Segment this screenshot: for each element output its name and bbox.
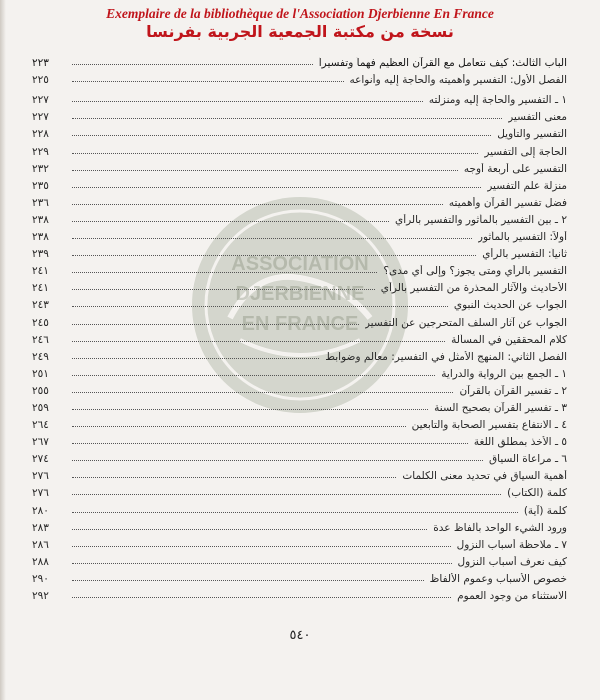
toc-entry-page: ٢٨٨ [32, 555, 49, 568]
toc-dot-leader [72, 170, 458, 171]
toc-dot-leader [72, 101, 423, 102]
toc-entry-title: ١ ـ التفسير والحاجة إليه ومنزلته [428, 94, 567, 107]
toc-dot-leader [72, 358, 319, 359]
toc-entry [32, 311, 567, 328]
toc-dot-leader [72, 324, 359, 325]
toc-entry-title: الفصل الثاني: المنهج الأمثل في التفسير: معالم وضوابط [325, 350, 567, 363]
toc-entry-page: ٢٥٩ [32, 401, 49, 414]
toc-entry-title: ٢ ـ بين التفسير بالمأثور والتفسير بالرأي [394, 213, 567, 226]
toc-dot-leader [72, 443, 468, 444]
toc-dot-leader [72, 204, 443, 205]
toc-entry-title: ٤ ـ الانتفاع بتفسير الصحابة والتابعين [411, 419, 567, 432]
toc-entry-page: ٢٣٩ [32, 248, 49, 261]
toc-entry-title: ثانياً: التفسير بالرأي [482, 248, 567, 261]
toc-entry-title: الأحاديث والآثار المحذرة من التفسير بالرأي [380, 282, 567, 295]
toc-entry-title: ٦ ـ مراعاة السياق [488, 453, 567, 466]
toc-dot-leader [72, 255, 476, 256]
toc-dot-leader [72, 409, 428, 410]
toc-entry-page: ٢٢٧ [32, 111, 49, 124]
toc-dot-leader [72, 306, 448, 307]
toc-entry-page: ٢٧٦ [32, 487, 49, 500]
toc-entry [32, 123, 567, 140]
toc-entry-page: ٢٥٥ [32, 384, 49, 397]
toc-entry-title: الجواب عن الحديث النبوي [453, 299, 567, 312]
toc-entry-page: ٢٦٤ [32, 419, 49, 432]
toc-entry-page: ٢٢٥ [32, 74, 49, 87]
toc-entry-title: ٢ ـ تفسير القرآن بالقرآن [459, 384, 567, 397]
toc-entry-page: ٢٤٥ [32, 316, 49, 329]
toc-dot-leader [72, 64, 313, 65]
toc-entry-page: ٢٤٦ [32, 333, 49, 346]
toc-entry-page: ٢٣٨ [32, 213, 49, 226]
toc-entry-title: كلمة (آية) [523, 504, 567, 517]
svg-text:DJERBIENNE: DJERBIENNE [235, 283, 365, 305]
toc-entry [32, 277, 567, 294]
toc-entry-page: ٢٧٦ [32, 470, 49, 483]
toc-entry [32, 517, 567, 534]
toc-entry-page: ٢٢٨ [32, 128, 49, 141]
toc-entry-page: ٢٣٢ [32, 162, 49, 175]
toc-dot-leader [72, 135, 491, 136]
toc-entry [32, 106, 567, 123]
toc-entry [32, 482, 567, 499]
toc-entry [32, 329, 567, 346]
toc-entry-title: الجواب عن آثار السلف المتحرجين عن التفسير [364, 316, 567, 329]
toc-dot-leader [72, 341, 445, 342]
toc-entry [32, 89, 567, 106]
toc-entry [32, 346, 567, 363]
toc-dot-leader [72, 529, 427, 530]
table-of-contents [32, 52, 567, 602]
toc-entry-title: فضل تفسير القرآن وأهميته [448, 196, 567, 209]
toc-dot-leader [72, 118, 502, 119]
toc-entry-title: التفسير على أربعة أوجه [463, 162, 567, 175]
toc-entry-page: ٢٤٣ [32, 299, 49, 312]
toc-entry-title: التفسير والتأويل [497, 128, 567, 141]
svg-text:ASSOCIATION: ASSOCIATION [231, 253, 369, 275]
library-header [0, 6, 600, 42]
toc-entry-title: ١ ـ الجمع بين الرواية والدراية [441, 367, 567, 380]
toc-entry-page: ٢٣٥ [32, 179, 49, 192]
toc-entry [32, 52, 567, 69]
toc-entry-title: الاستثناء من وجود العموم [457, 590, 567, 602]
toc-entry-page: ٢٨٦ [32, 538, 49, 551]
toc-entry-page: ٢٧٤ [32, 453, 49, 466]
toc-entry [32, 397, 567, 414]
toc-entry-title: ٥ ـ الأخذ بمطلق اللغة [473, 436, 567, 449]
toc-entry-page: ٢٤١ [32, 282, 49, 295]
toc-entry-page: ٢٢٧ [32, 94, 49, 107]
toc-entry-title: أهمية السياق في تحديد معنى الكلمات [402, 470, 567, 483]
svg-text:EN FRANCE: EN FRANCE [241, 313, 359, 335]
toc-entry [32, 448, 567, 465]
toc-dot-leader [72, 272, 377, 273]
toc-entry [32, 140, 567, 157]
toc-entry [32, 465, 567, 482]
toc-dot-leader [72, 512, 518, 513]
toc-entry-page: ٢٢٣ [32, 57, 49, 70]
toc-entry [32, 534, 567, 551]
toc-entry [32, 363, 567, 380]
toc-entry [32, 243, 567, 260]
toc-entry-title: خصوص الأسباب وعموم الألفاظ [429, 572, 567, 585]
toc-entry-page: ٢٨٣ [32, 521, 49, 534]
toc-entry [32, 380, 567, 397]
toc-entry-page: ٢٣٨ [32, 231, 49, 244]
toc-dot-leader [72, 426, 406, 427]
toc-entry [32, 585, 567, 602]
toc-entry-page: ٢٦٧ [32, 436, 49, 449]
toc-dot-leader [72, 187, 481, 188]
toc-entry-title: أولاً: التفسير بالمأثور [477, 231, 567, 244]
toc-entry [32, 209, 567, 226]
toc-dot-leader [72, 477, 396, 478]
toc-entry-title: كلام المحققين في المسألة [451, 333, 567, 346]
toc-entry [32, 499, 567, 516]
toc-entry-title: الفصل الأول: التفسير وأهميته والحاجة إليه وأنواعه [349, 74, 567, 87]
toc-dot-leader [72, 153, 478, 154]
toc-dot-leader [72, 563, 452, 564]
toc-entry [32, 431, 567, 448]
toc-dot-leader [72, 460, 483, 461]
toc-dot-leader [72, 81, 344, 82]
toc-entry-page: ٢٢٩ [32, 145, 49, 158]
toc-dot-leader [72, 580, 424, 581]
toc-entry-title: ورود الشيء الواحد بألفاظ عدة [433, 521, 567, 534]
toc-entry-page: ٢٤١ [32, 265, 49, 278]
toc-entry-page: ٢٩٠ [32, 572, 49, 585]
toc-entry-title: الحاجة إلى التفسير [484, 145, 567, 158]
toc-entry-title: التفسير بالرأي ومتى يجوز؟ وإلى أي مدى؟ [383, 265, 567, 278]
toc-entry-title: كيف نعرف أسباب النزول [457, 555, 567, 568]
toc-entry [32, 568, 567, 585]
header-latin-line: Exemplaire de la bibliothèque de l'Association Djerbienne En France [106, 6, 494, 21]
toc-entry-title: الباب الثالث: كيف نتعامل مع القرآن العظيم فهماً وتفسيراً [318, 57, 567, 70]
toc-dot-leader [72, 392, 453, 393]
toc-entry-page: ٢٤٩ [32, 350, 49, 363]
toc-entry [32, 192, 567, 209]
toc-dot-leader [72, 597, 451, 598]
toc-entry-page: ٢٨٠ [32, 504, 49, 517]
toc-entry-title: منزلة علم التفسير [487, 179, 567, 192]
header-arabic-line: نسخة من مكتبة الجمعية الجربية بفرنسا [146, 22, 454, 41]
toc-entry [32, 260, 567, 277]
toc-entry [32, 158, 567, 175]
toc-entry [32, 226, 567, 243]
toc-entry-page: ٢٥١ [32, 367, 49, 380]
toc-entry [32, 69, 567, 86]
page-number: ٥٤٠ [289, 628, 311, 643]
toc-entry-title: ٣ ـ تفسير القرآن بصحيح السنة [434, 401, 567, 414]
toc-entry-title: كلمة (الكتاب) [507, 487, 567, 500]
toc-entry-title: ٧ ـ ملاحظة أسباب النزول [456, 538, 567, 551]
toc-dot-leader [72, 221, 389, 222]
toc-entry [32, 414, 567, 431]
toc-dot-leader [72, 494, 501, 495]
toc-entry [32, 551, 567, 568]
scan-edge [0, 0, 6, 700]
toc-dot-leader [72, 238, 472, 239]
toc-entry-title: معنى التفسير [508, 111, 567, 124]
toc-entry-page: ٢٩٢ [32, 590, 49, 602]
toc-entry [32, 294, 567, 311]
toc-entry-page: ٢٣٦ [32, 196, 49, 209]
toc-entry [32, 175, 567, 192]
toc-dot-leader [72, 289, 375, 290]
toc-dot-leader [72, 546, 451, 547]
toc-dot-leader [72, 375, 435, 376]
